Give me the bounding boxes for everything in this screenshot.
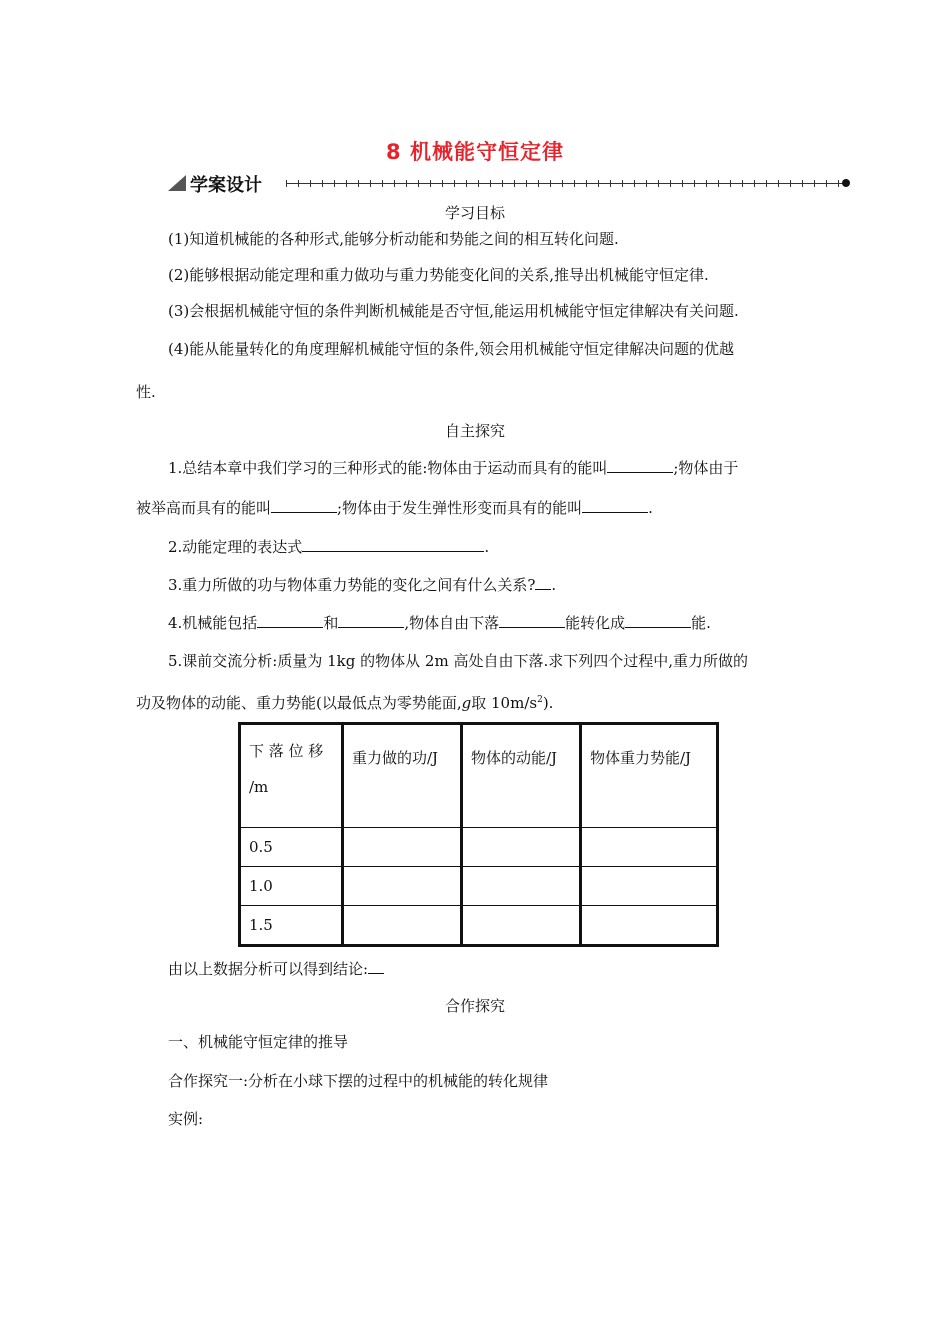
banner-rule [286,183,844,184]
page-title: 8 机械能守恒定律 [386,140,564,164]
table-row [240,867,718,906]
question-1-line2 [136,496,786,519]
heading-cooperative-study: 合作探究 [444,997,505,1015]
table-cell[interactable] [581,906,718,946]
goal-item: (2)能够根据动能定理和重力做功与重力势能变化间的关系,推导出机械能守恒定律. [168,266,709,284]
answer-blank[interactable] [582,496,648,513]
answer-blank[interactable] [607,456,673,473]
goal-item: (4)能从能量转化的角度理解机械能守恒的条件,领会用机械能守恒定律解决问题的优越 [168,340,735,358]
q3-text: 3.重力所做的功与物体重力势能的变化之间有什么关系? [168,576,536,594]
q1-text: . [648,499,653,517]
table-cell: 1.5 [240,906,343,946]
answer-blank[interactable] [625,611,691,628]
subheading: 合作探究一:分析在小球下摆的过程中的机械能的转化规律 [168,1072,549,1090]
table-cell: 0.5 [240,828,343,867]
answer-blank[interactable] [535,573,551,590]
answer-blank[interactable] [257,611,323,628]
table-header-cell: 重力做的功/J [343,724,462,828]
answer-blank[interactable] [302,535,484,552]
table-header-cell: 物体的动能/J [462,724,581,828]
q1-text: 被举高而具有的能叫 [136,499,272,517]
goal-item: 性. [136,383,156,401]
triangle-icon [168,175,186,191]
table-cell[interactable] [343,828,462,867]
q1-text: 1.总结本章中我们学习的三种形式的能:物体由于运动而具有的能叫 [168,459,608,477]
question-2 [168,535,818,558]
goal-item: (3)会根据机械能守恒的条件判断机械能是否守恒,能运用机械能守恒定律解决有关问题. [168,302,739,320]
table-cell[interactable] [581,867,718,906]
q5-text: ). [542,694,554,712]
q5-g-symbol: g [461,694,472,712]
banner-label: 学案设计 [190,175,262,196]
example-label: 实例: [168,1110,204,1128]
q2-text: . [484,538,490,556]
q4-text: 和 [323,614,339,632]
answer-blank[interactable] [271,496,337,513]
question-5-line2 [136,689,786,714]
header-line: 下 落 位 移 [249,742,324,760]
table-cell[interactable] [462,828,581,867]
banner-end-dot [842,179,850,187]
q5-superscript: 2 [537,695,543,705]
table-cell[interactable] [462,867,581,906]
table-cell[interactable] [462,906,581,946]
q5-text: 取 10m/s [471,694,538,712]
table-cell[interactable] [343,906,462,946]
q3-text: . [551,576,557,594]
section-banner [168,170,852,198]
question-1-line1 [168,456,818,479]
table-cell[interactable] [343,867,462,906]
answer-blank[interactable] [368,957,384,974]
q1-text: ;物体由于发生弹性形变而具有的能叫 [337,499,583,517]
q4-text: 4.机械能包括 [168,614,258,632]
q1-text: ;物体由于 [673,459,739,477]
q2-text: 2.动能定理的表达式 [168,538,303,556]
conclusion-line [168,957,818,980]
q4-text: ,物体自由下落 [404,614,500,632]
data-table [238,722,719,947]
table-row [240,906,718,946]
question-3 [168,573,818,596]
goal-item: (1)知道机械能的各种形式,能够分析动能和势能之间的相互转化问题. [168,230,619,248]
heading-self-study: 自主探究 [444,422,505,440]
table-row [240,828,718,867]
answer-blank[interactable] [338,611,404,628]
table-header-cell: 物体重力势能/J [581,724,718,828]
table-header-cell [240,724,343,828]
q4-text: 能. [691,614,711,632]
q5-text: 功及物体的动能、重力势能(以最低点为零势能面, [136,694,462,712]
heading-learning-goals: 学习目标 [444,204,505,222]
header-line: /m [249,778,269,796]
answer-blank[interactable] [499,611,565,628]
q4-text: 能转化成 [565,614,626,632]
conclusion-text: 由以上数据分析可以得到结论: [168,960,369,978]
question-4 [168,611,818,634]
table-cell: 1.0 [240,867,343,906]
subheading: 一、机械能守恒定律的推导 [168,1033,349,1051]
question-5-line1: 5.课前交流分析:质量为 1kg 的物体从 2m 高处自由下落.求下列四个过程中,重力所做的 [168,652,748,670]
table-cell[interactable] [581,828,718,867]
table-header-row [240,724,718,828]
